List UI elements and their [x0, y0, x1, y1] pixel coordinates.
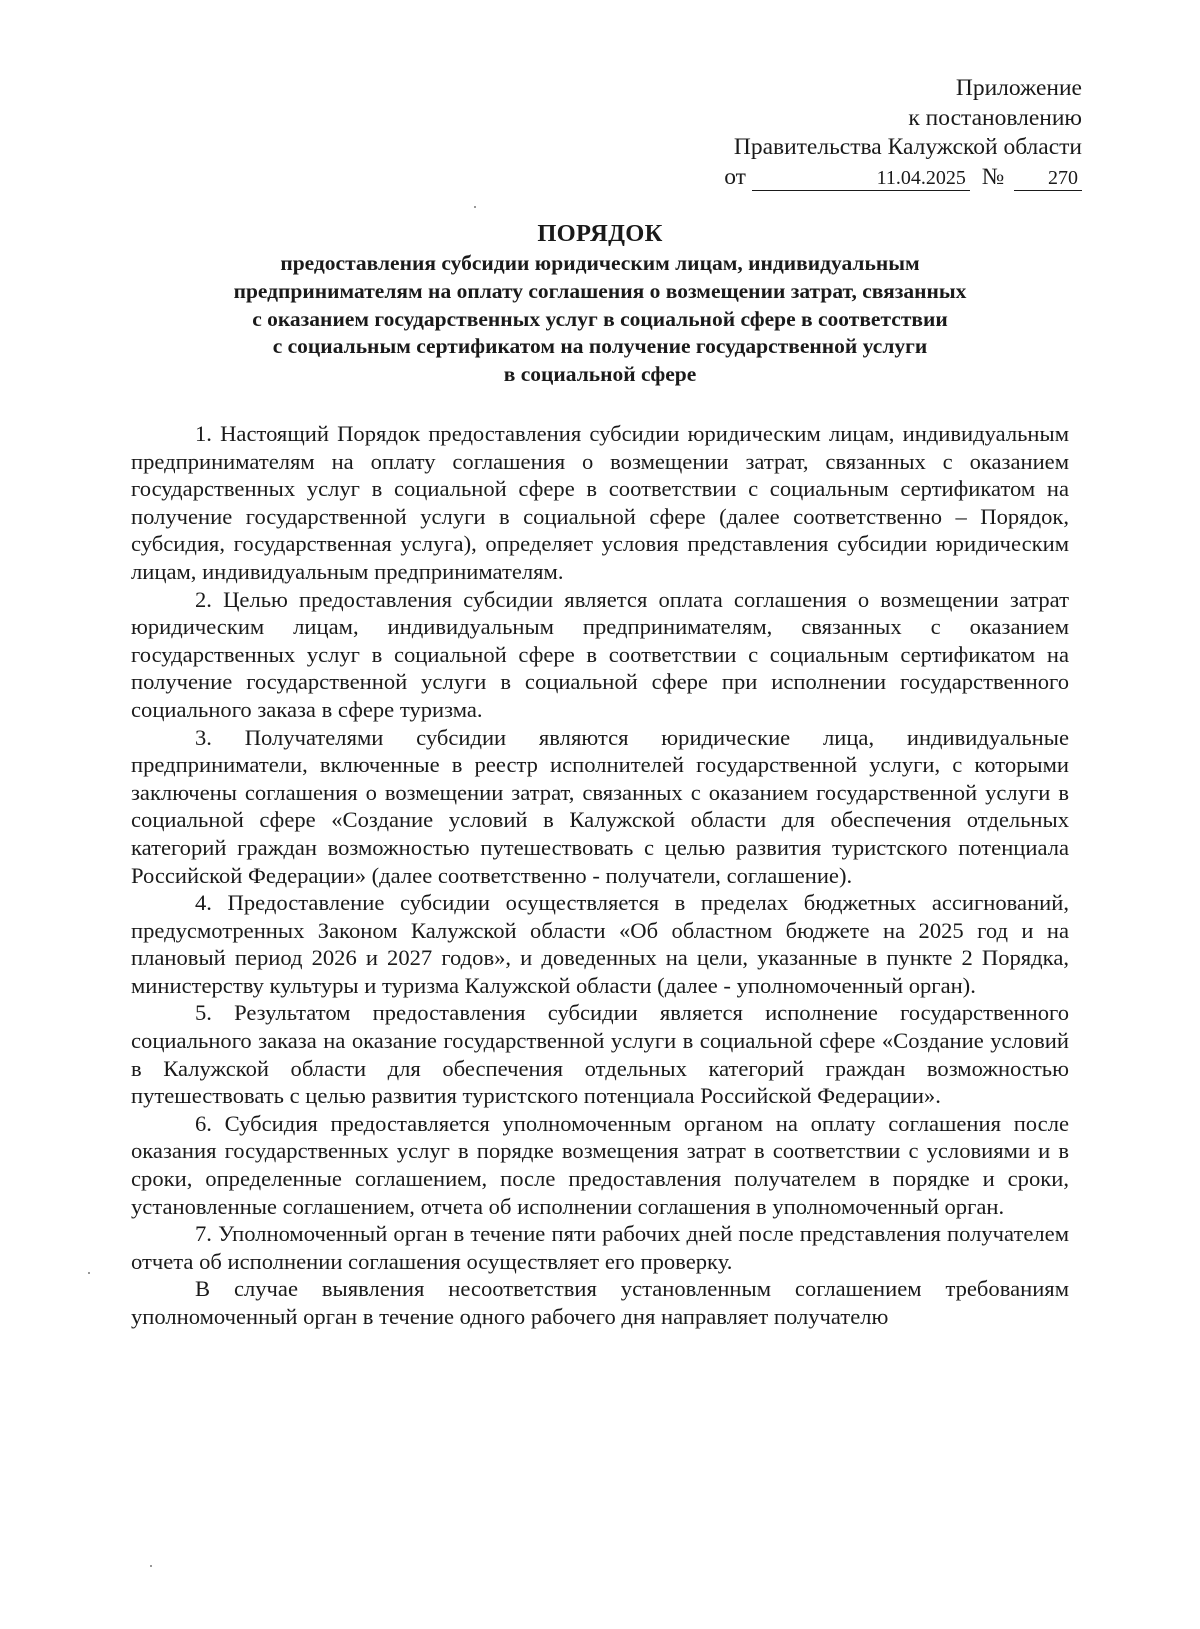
- paragraph-7: 7. Уполномоченный орган в течение пяти рабочих дней после представления получателем отчета об исполнении соглашения осуществляет его проверку.: [131, 1221, 1069, 1274]
- government-name: Правительства Калужской области: [733, 134, 1082, 160]
- subtitle-line: с социальным сертификатом на получение государственной услуги: [272, 334, 928, 359]
- resolution-number: 270: [1014, 167, 1082, 191]
- resolution-reference: к постановлению: [908, 104, 1082, 131]
- appendix-label: Приложение: [955, 75, 1082, 101]
- paragraph-7-continuation: В случае выявления несоответствия установленным соглашением требованиям уполномоченный орган в течение одного рабочего дня направляет получателю: [131, 1276, 1069, 1329]
- subtitle-line: предпринимателям на оплату соглашения о возмещении затрат, связанных: [233, 278, 967, 303]
- scan-speck: [150, 1565, 152, 1567]
- paragraph-6: 6. Субсидия предоставляется уполномоченным органом на оплату соглашения после оказания государственных услуг в порядке возмещения затрат в соответствии с условиями и в сроки, определенные соглашением, после предоставления получателем в порядке и сроки, установленные соглашением, отчета об исполнении соглашения в уполномоченный орган.: [131, 1110, 1069, 1219]
- document-title: ПОРЯДОК: [537, 220, 663, 247]
- subtitle-line: предоставления субсидии юридическим лицам, индивидуальным: [280, 251, 920, 275]
- number-sign: №: [981, 163, 1005, 190]
- document-subtitle: [130, 250, 1070, 389]
- scan-speck: [88, 1272, 90, 1274]
- date-prefix: от: [724, 163, 746, 190]
- paragraph-5: 5. Результатом предоставления субсидии является исполнение государственного социального заказа на оказание государственной услуги в социальной сфере «Создание условий в Калужской области для обеспечения отдельных категорий граждан возможностью путешествовать с целью развития туристского потенциала Российской Федерации».: [131, 1000, 1069, 1109]
- paragraph-1: 1. Настоящий Порядок предоставления субсидии юридическим лицам, индивидуальным предпринимателям на оплату соглашения о возмещении затрат, связанных с оказанием государственных услуг в социальной сфере в соответствии с социальным сертификатом на получение государственной услуги в социальной сфере (далее соответственно – Порядок, субсидия, государственная услуга), определяет условия представления субсидии юридическим лицам, индивидуальным предпринимателям.: [131, 421, 1069, 584]
- date-number-line: [724, 163, 1082, 194]
- scan-speck: [474, 206, 476, 208]
- paragraph-3: 3. Получателями субсидии являются юридические лица, индивидуальные предприниматели, включенные в реестр исполнителей государственной услуги, с которыми заключены соглашения о возмещении затрат, связанных с оказанием государственной услуги в социальной сфере «Создание условий в Калужской области для обеспечения отдельных категорий граждан возможностью путешествовать с целью развития туристского потенциала Российской Федерации» (далее соответственно - получатели, соглашение).: [131, 724, 1069, 888]
- appendix-header: [724, 74, 1082, 194]
- paragraph-4: 4. Предоставление субсидии осуществляется в пределах бюджетных ассигнований, предусмотренных Законом Калужской области «Об областном бюджете на 2025 год и на плановый период 2026 и 2027 годов», и доведенных на цели, указанные в пункте 2 Порядка, министерству культуры и туризма Калужской области (далее - уполномоченный орган).: [131, 890, 1069, 998]
- document-body: [131, 420, 1069, 1331]
- subtitle-line: с оказанием государственных услуг в социальной сфере в соответствии: [252, 306, 948, 331]
- resolution-date: 11.04.2025: [752, 167, 970, 191]
- paragraph-2: 2. Целью предоставления субсидии является оплата соглашения о возмещении затрат юридическим лицам, индивидуальным предпринимателям, связанных с оказанием государственных услуг в социальной сфере в соответствии с социальным сертификатом на получение государственной услуги в социальной сфере при исполнении государственного социального заказа в сфере туризма.: [131, 586, 1069, 722]
- subtitle-line: в социальной сфере: [503, 362, 697, 387]
